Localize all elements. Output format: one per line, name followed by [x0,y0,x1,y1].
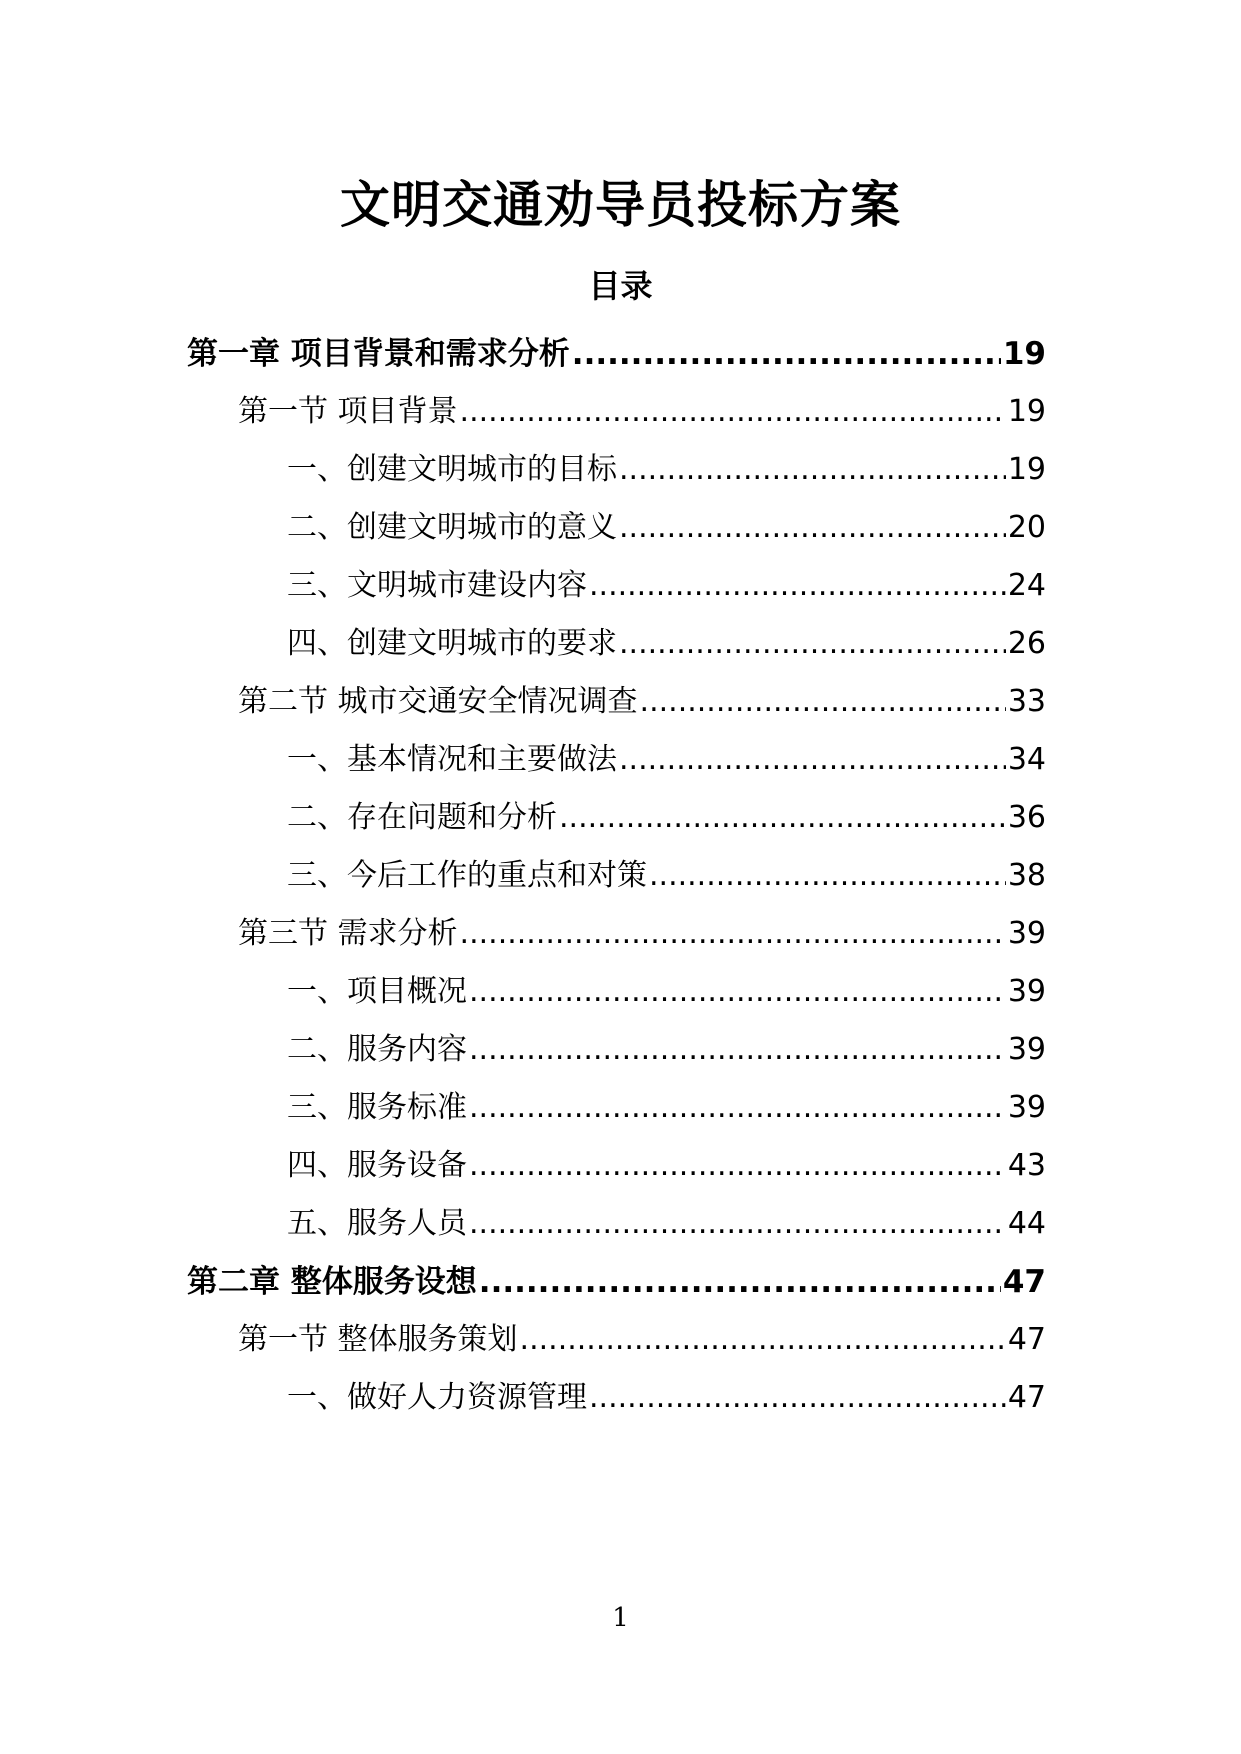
toc-entry-page: 39 [1007,916,1046,951]
toc-dot-leader [572,334,1001,374]
toc-entry[interactable] [287,556,1046,606]
document-title: 文明交通劝导员投标方案 [340,176,901,234]
toc-entry-page: 36 [1007,800,1046,835]
toc-entry-label: 第一章 项目背景和需求分析 [187,336,570,372]
toc-entry-page: 39 [1007,1090,1046,1125]
toc-entry[interactable] [287,962,1046,1012]
toc-entry-label: 三、今后工作的重点和对策 [287,858,647,893]
toc-entry-label: 五、服务人员 [287,1206,467,1241]
toc-entry-label: 二、创建文明城市的意义 [287,510,617,545]
toc-entry-label: 四、服务设备 [287,1148,467,1183]
toc-entry[interactable] [287,1368,1046,1418]
toc-entry-page: 44 [1007,1206,1046,1241]
toc-entry-page: 34 [1007,742,1046,777]
toc-entry-label: 四、创建文明城市的要求 [287,626,617,661]
toc-entry-page: 19 [1002,336,1046,372]
toc-entry[interactable] [238,382,1046,432]
toc-entry-page: 39 [1007,974,1046,1009]
toc-dot-leader [589,1378,1006,1418]
toc-entry[interactable] [238,1310,1046,1360]
toc-entry-label: 二、服务内容 [287,1032,467,1067]
toc-entry-page: 19 [1007,452,1046,487]
toc-entry[interactable] [187,324,1046,374]
toc-entry-label: 二、存在问题和分析 [287,800,557,835]
toc-entry-label: 三、文明城市建设内容 [287,568,587,603]
toc-entry-page: 24 [1007,568,1046,603]
toc-entry[interactable] [287,1020,1046,1070]
toc-entry-label: 第二节 城市交通安全情况调查 [238,684,638,719]
toc-entry[interactable] [238,904,1046,954]
toc-entry-label: 一、项目概况 [287,974,467,1009]
toc-dot-leader [460,914,1006,954]
toc-entry[interactable] [287,730,1046,780]
toc-dot-leader [619,740,1006,780]
toc-entry-label: 一、做好人力资源管理 [287,1380,587,1415]
toc-heading: 目录 [588,267,653,305]
page-number: 1 [612,1603,629,1633]
toc-dot-leader [520,1320,1006,1360]
toc-entry-page: 47 [1007,1322,1046,1357]
toc-entry-page: 47 [1002,1264,1046,1300]
toc-dot-leader [589,566,1006,606]
toc-dot-leader [469,972,1006,1012]
toc-dot-leader [469,1030,1006,1070]
toc-entry[interactable] [287,440,1046,490]
toc-entry[interactable] [287,614,1046,664]
toc-dot-leader [479,1262,1001,1302]
toc-entry-page: 33 [1007,684,1046,719]
toc-entry-page: 26 [1007,626,1046,661]
toc-entry-label: 三、服务标准 [287,1090,467,1125]
toc-entry-page: 47 [1007,1380,1046,1415]
toc-dot-leader [469,1088,1006,1128]
toc-entry[interactable] [287,846,1046,896]
toc-entry-page: 20 [1007,510,1046,545]
toc-entry[interactable] [287,1194,1046,1244]
toc-entry[interactable] [287,498,1046,548]
toc-dot-leader [649,856,1006,896]
toc-entry-label: 一、创建文明城市的目标 [287,452,617,487]
toc-entry-page: 38 [1007,858,1046,893]
toc-dot-leader [640,682,1006,722]
toc-entry-label: 一、基本情况和主要做法 [287,742,617,777]
toc-entry-label: 第三节 需求分析 [238,916,458,951]
toc-dot-leader [619,508,1006,548]
toc-dot-leader [619,624,1006,664]
toc-entry[interactable] [287,1078,1046,1128]
toc-entry-page: 39 [1007,1032,1046,1067]
toc-entry[interactable] [187,1252,1046,1302]
toc-dot-leader [619,450,1006,490]
toc-entry-page: 43 [1007,1148,1046,1183]
toc-dot-leader [460,392,1006,432]
toc-dot-leader [469,1146,1006,1186]
toc-dot-leader [559,798,1006,838]
toc-entry[interactable] [287,788,1046,838]
toc-entry[interactable] [238,672,1046,722]
toc-entry-label: 第二章 整体服务设想 [187,1264,477,1300]
toc-entry-label: 第一节 整体服务策划 [238,1322,518,1357]
toc-entry-label: 第一节 项目背景 [238,394,458,429]
toc-entry[interactable] [287,1136,1046,1186]
toc-entry-page: 19 [1007,394,1046,429]
toc-dot-leader [469,1204,1006,1244]
